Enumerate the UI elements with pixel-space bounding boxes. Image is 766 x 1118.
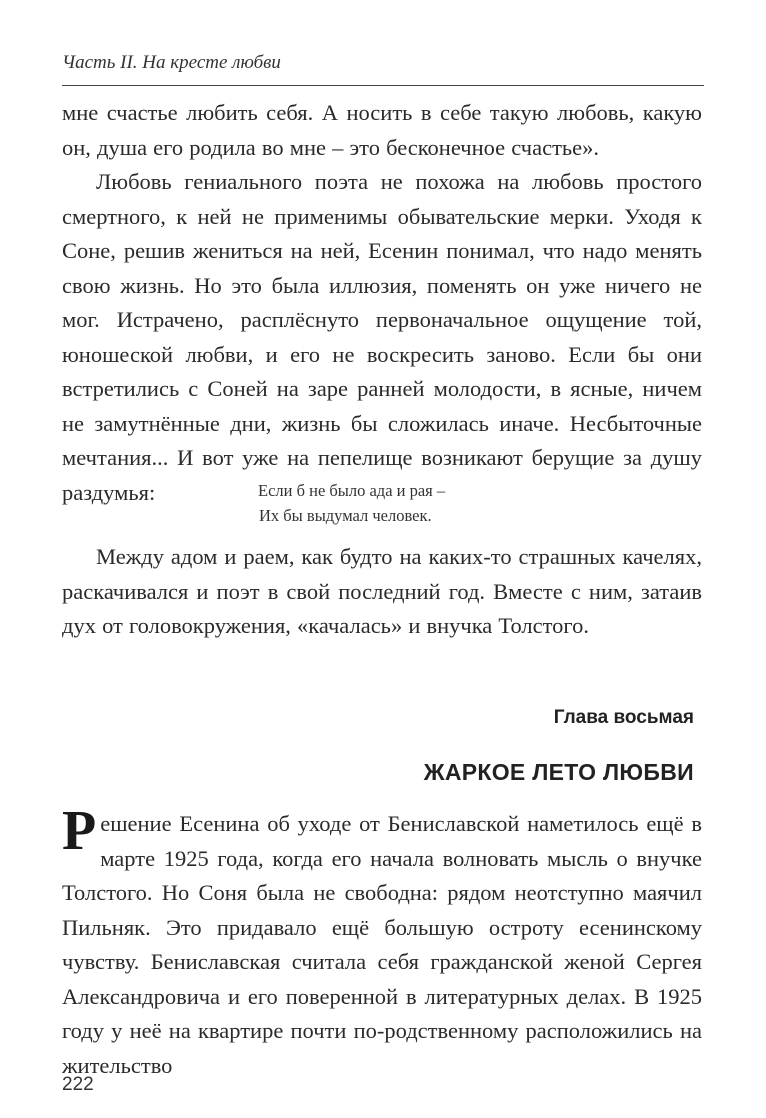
chapter-label: Глава восьмая	[553, 707, 694, 728]
verse-line: Если б не было ада и рая –	[258, 481, 446, 500]
running-header: Часть II. На кресте любви	[62, 52, 281, 73]
chapter-title: ЖАРКОЕ ЛЕТО ЛЮБВИ	[423, 759, 694, 785]
page-number: 222	[62, 1074, 94, 1095]
chapter-opening-paragraph	[62, 800, 702, 1083]
verse-quote	[258, 478, 578, 528]
header-rule	[62, 85, 704, 86]
drop-cap: Р	[62, 800, 97, 862]
text-block-top	[62, 96, 702, 510]
verse-line: Их бы выдумал человек.	[259, 506, 432, 525]
paragraph: Любовь гениального поэта не похожа на любовь простого смертного, к ней не применимы обывательские мерки. Уходя к Соне, решив жениться на ней, Есенин понимал, что надо менять свою жизнь. Но это была иллюзия, поменять он уже ничего не мог. Истрачено, расплёснуто первоначальное ощущение той, юношеской любви, и его не воскресить заново. Если бы они встретились с Соней на заре ранней молодости, в ясные, ничем не замутнённые дни, жизнь бы сложилась иначе. Несбыточные мечтания... И вот уже на пепелище возникают берущие за душу раздумья:	[62, 169, 702, 505]
paragraph-continued: мне счастье любить себя. А носить в себе такую любовь, какую он, душа его родила во мне – это бесконечное счастье».	[62, 100, 702, 160]
chapter-opening-text: ешение Есенина об уходе от Бениславской наметилось ещё в марте 1925 года, когда его начала волновать мысль о внучке Толстого. Но Соня была не свободна: рядом неотступно маячил Пильняк. Это придавало ещё большую остроту есенинскому чувству. Бениславская считала себя гражданской женой Сергея Александровича и его поверенной в литературных делах. В 1925 году у неё на квартире почти по-родственному расположились на жительство	[62, 811, 702, 1078]
text-block-middle	[62, 540, 702, 644]
paragraph: Между адом и раем, как будто на каких-то страшных качелях, раскачивался и поэт в свой последний год. Вместе с ним, затаив дух от головокружения, «качалась» и внучка Толстого.	[62, 544, 702, 638]
text-block-chapter	[62, 800, 702, 1083]
